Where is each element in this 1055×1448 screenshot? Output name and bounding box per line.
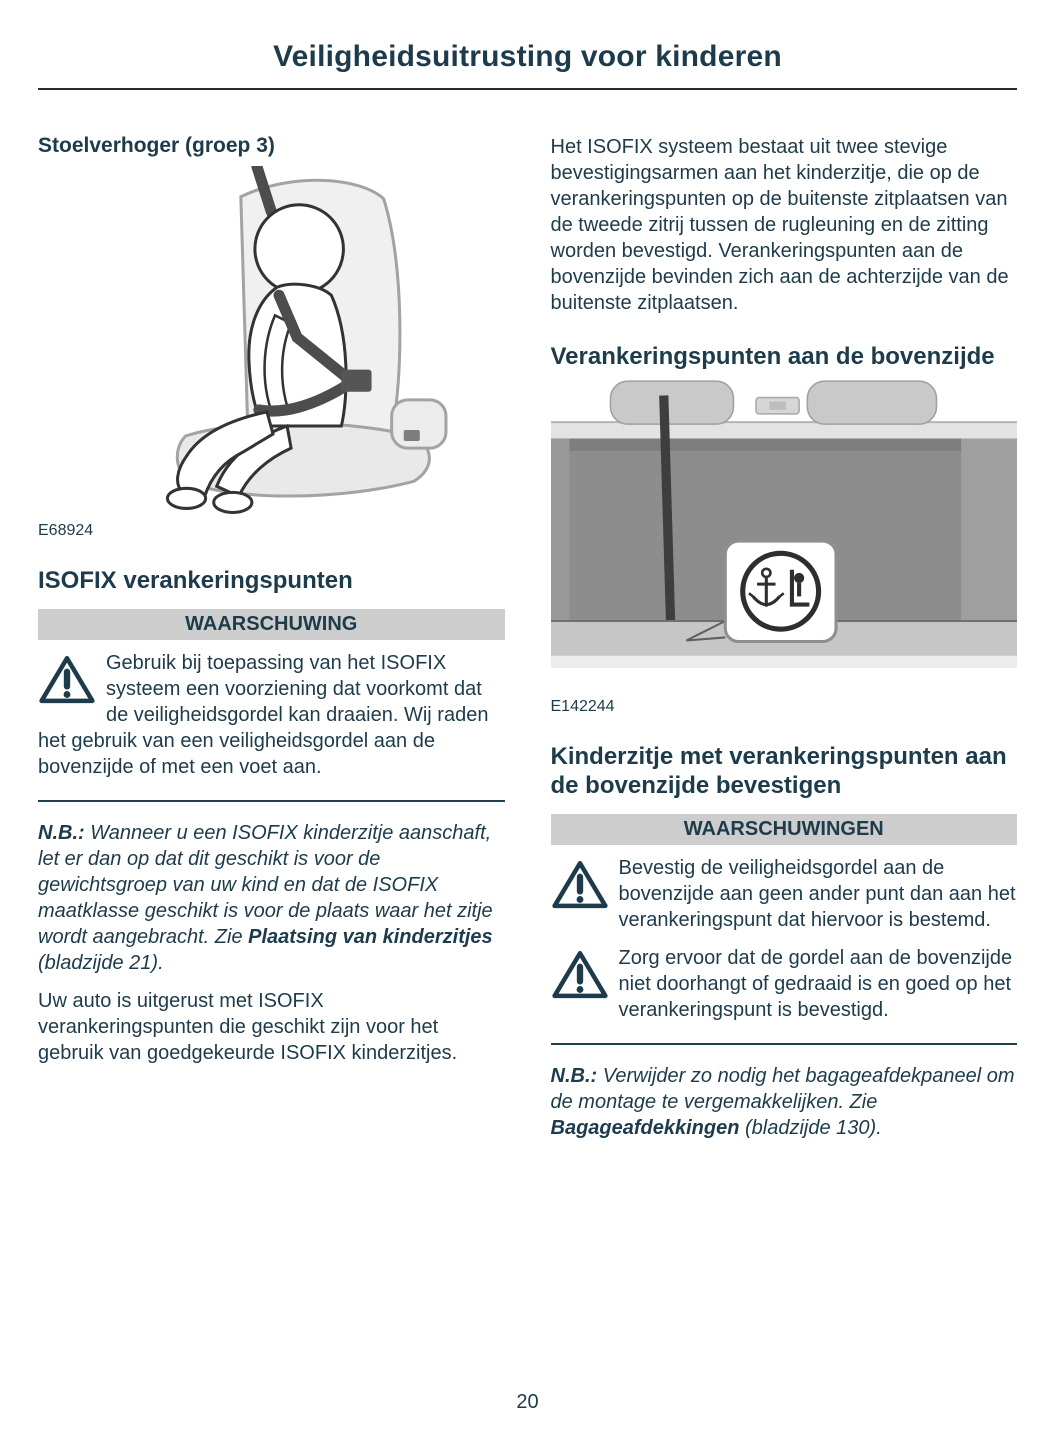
note-crossref: Bagageafdekkingen [550, 1116, 740, 1139]
warning-triangle-icon [551, 855, 619, 933]
note-text: Verwijder zo nodig het bagageafdekpaneel om de montage te vergemakkelijken. Zie [550, 1064, 1015, 1113]
note-paragraph [551, 1063, 1018, 1141]
left-column [38, 134, 505, 1141]
note-text: Wanneer u een ISOFIX kinderzitje aanschaft, let er dan op dat dit geschikt is voor de gewichtsgroep van uw kind en dat de ISOFIX maatklasse geschikt is voor de plaats waar het zitje wordt aangebracht. Zie [38, 822, 493, 948]
right-column [551, 134, 1018, 1141]
warning-item [551, 945, 1018, 1023]
figure-caption-e142244: E142244 [550, 697, 615, 715]
page-number: 20 [516, 1391, 539, 1413]
page-title: Veiligheidsuitrusting voor kinderen [273, 40, 782, 73]
warnings-header-bar: WAARSCHUWINGEN [551, 814, 1018, 845]
note-crossref: Plaatsing van kinderzitjes [248, 926, 493, 948]
heading-verankeringspunten-bovenzijde: Verankeringspunten aan de bovenzijde [550, 343, 995, 370]
warning-text: Bevestig de veiligheidsgordel aan de bovenzijde aan geen ander punt dan aan het verankeringspunt dat hiervoor is bestemd. [618, 856, 1016, 931]
section-divider [551, 1043, 1018, 1045]
note-label: N.B.: [550, 1064, 603, 1087]
body-paragraph-isofix-system: Het ISOFIX systeem bestaat uit twee stevige bevestigingsarmen aan het kinderzitje, die op de verankeringspunten op de buitenste zitplaatsen van de tweede zitrij tussen de rugleuning en de zitting worden bevestigd. Verankeringspunten aan de bovenzijde bevinden zich aan de achterzijde van de buitenste zitplaatsen. [550, 136, 1009, 314]
warning-header-bar: WAARSCHUWING [38, 609, 505, 640]
note-paragraph [38, 820, 505, 976]
warning-item [38, 650, 505, 780]
warning-text: Gebruik bij toepassing van het ISOFIX systeem een voorziening dat voorkomt dat de veiligheidsgordel kan draaien. Wij raden het gebruik van een veiligheidsgordel aan de bovenzijde of met een voet aan. [38, 652, 489, 778]
heading-isofix-verankeringspunten: ISOFIX verankeringspunten [38, 567, 353, 594]
heading-stoelverhoger: Stoelverhoger (groep 3) [38, 134, 275, 157]
booster-seat-drawing-icon [90, 166, 452, 514]
note-label: N.B.: [38, 822, 91, 844]
figure-caption-e68924: E68924 [38, 522, 94, 539]
note-text-end: (bladzijde 130). [739, 1116, 882, 1139]
heading-kinderzitje-bevestigen: Kinderzitje met verankeringspunten aan de bovenzijde bevestigen [550, 742, 1007, 799]
warning-text: Zorg ervoor dat de gordel aan de bovenzijde niet doorhangt of gedraaid is en goed op het verankeringspunt is bevestigd. [618, 946, 1013, 1021]
top-tether-photo-icon [551, 377, 1018, 685]
title-divider [38, 88, 1017, 90]
note-text-end: (bladzijde 21). [38, 952, 164, 974]
body-paragraph: Uw auto is uitgerust met ISOFIX verankeringspunten die geschikt zijn voor het gebruik van goedgekeurde ISOFIX kinderzitjes. [38, 990, 458, 1064]
top-tether-anchor-icon [725, 541, 836, 641]
warning-triangle-icon [38, 650, 106, 728]
warning-triangle-icon [551, 945, 619, 1023]
warning-item [551, 855, 1018, 933]
section-divider [38, 800, 505, 802]
booster-seat-figure [38, 166, 505, 514]
content-columns [38, 134, 1017, 1141]
top-tether-figure [551, 377, 1018, 690]
